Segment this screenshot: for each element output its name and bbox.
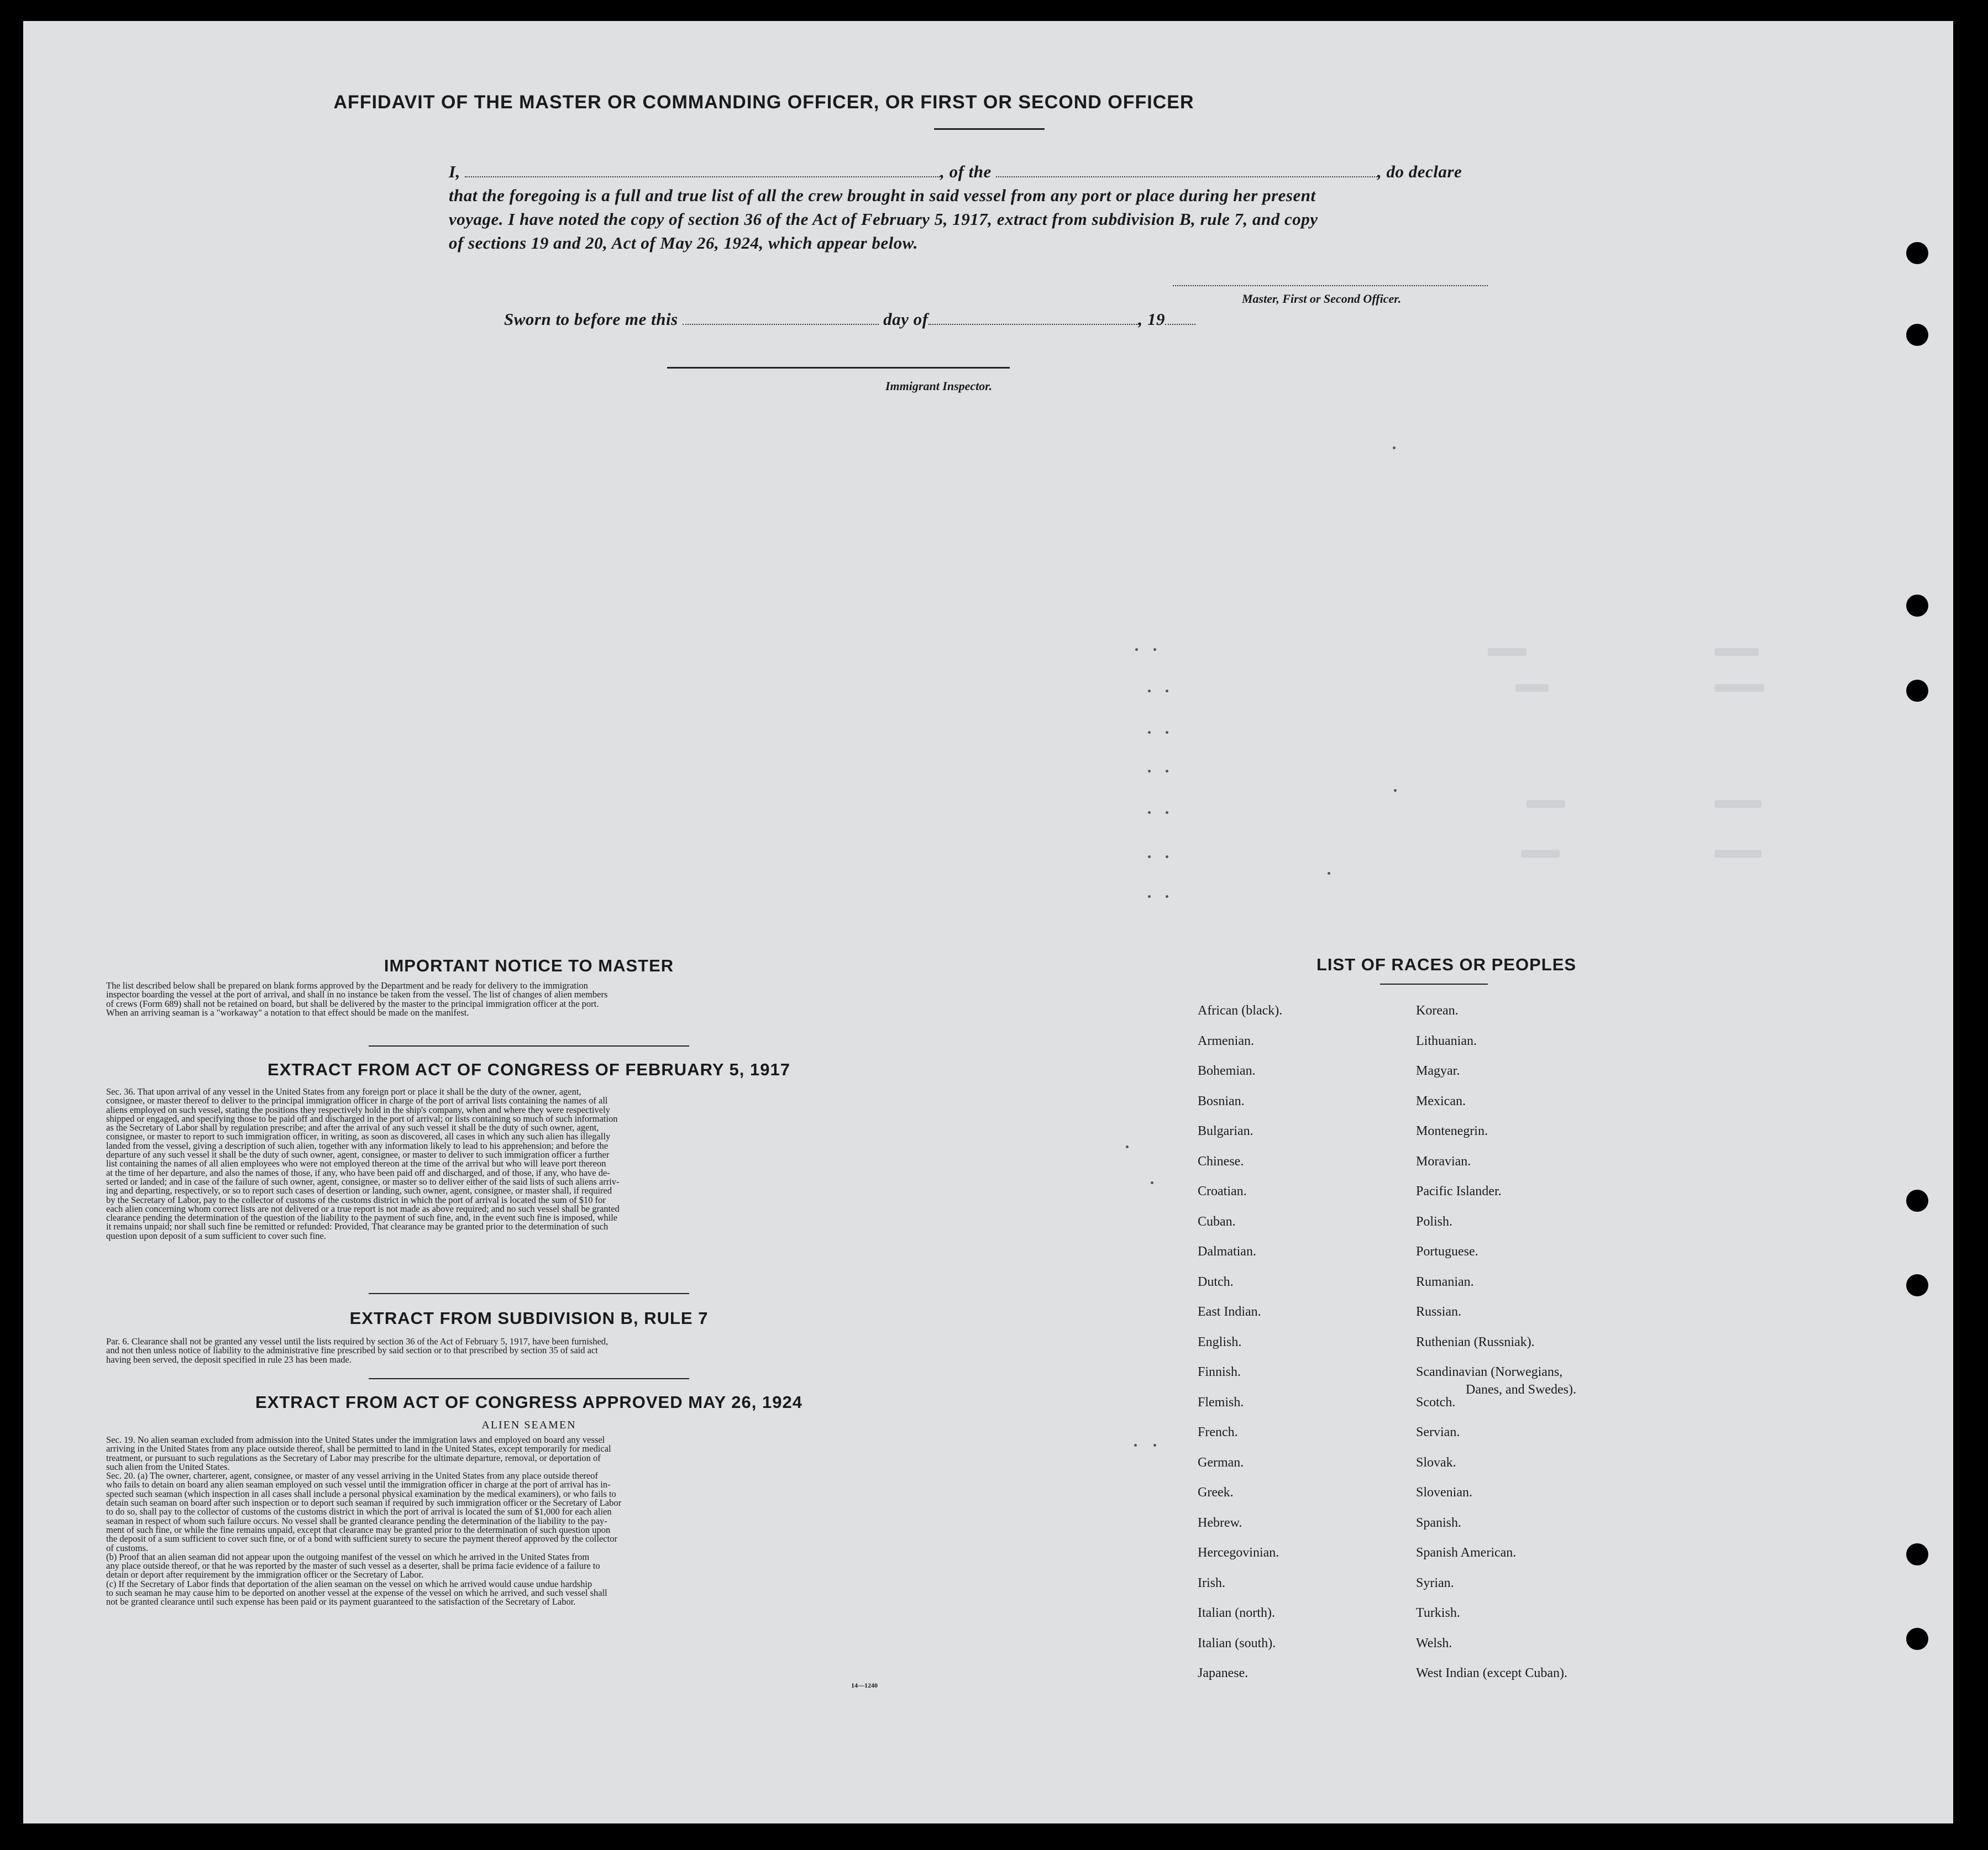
sworn-label: Sworn to before me this — [504, 309, 678, 329]
speck — [1166, 811, 1168, 814]
race-item: African (black). — [1198, 1003, 1283, 1018]
bleed-mark — [1515, 684, 1549, 692]
bleed-mark — [1714, 648, 1759, 656]
affidavit-line-2: that the foregoing is a full and true list of all the crew brought in said vessel from any port or place during her present — [449, 186, 1316, 205]
text-line: of crews (Form 689) shall not be retained on board, but shall be delivered by the master to the principal immigration officer at the port. — [106, 998, 599, 1009]
race-item: Moravian. — [1416, 1154, 1471, 1169]
speck — [1126, 1145, 1129, 1148]
text-line: ing and departing, respectively, or so to report such cases of desertion or landing, such owner, agent, consignee, or master shall, if required — [106, 1185, 612, 1196]
speck — [1148, 770, 1151, 772]
of-the-label: , of the — [940, 162, 992, 181]
document-page — [23, 21, 1953, 1823]
text-line: Sec. 36. That upon arrival of any vessel in the United States from any foreign port or place it shall be the duty of the owner, agent, — [106, 1086, 581, 1097]
race-item: Rumanian. — [1416, 1274, 1474, 1289]
speck — [1166, 690, 1168, 692]
text-line: question upon deposit of a sum sufficient to cover such fine. — [106, 1230, 326, 1241]
bleed-mark — [1527, 800, 1565, 808]
race-item: Polish. — [1416, 1214, 1453, 1229]
extract-1917-body — [106, 1087, 952, 1241]
race-item: Magyar. — [1416, 1064, 1460, 1078]
text-line: to such seaman he may cause him to be deported on another vessel at the expense of the vessel on which he arrived, and such vessel shall — [106, 1588, 607, 1599]
bleed-mark — [1488, 648, 1527, 656]
extract-1924-title: EXTRACT FROM ACT OF CONGRESS APPROVED MAY 26, 1924 — [255, 1392, 802, 1412]
text-line: any place outside thereof, or that he was reported by the master of such vessel as a deserter, shall be prima facie evidence of a failure to — [106, 1560, 600, 1572]
race-item: Flemish. — [1198, 1395, 1244, 1410]
race-item: Montenegrin. — [1416, 1124, 1488, 1138]
text-line: consignee, or master to report to such immigration officer, in writing, as soon as discovered, all cases in which any such alien has illegally — [106, 1131, 611, 1142]
race-item: Portuguese. — [1416, 1244, 1478, 1259]
name-blank — [465, 173, 940, 177]
affidavit-i-label: I, — [449, 162, 460, 181]
race-item: French. — [1198, 1425, 1238, 1439]
race-item: Dalmatian. — [1198, 1244, 1256, 1259]
day-blank — [683, 320, 879, 325]
alien-seamen-subtitle: ALIEN SEAMEN — [481, 1419, 576, 1431]
text-line: spected such seaman (which inspection in all cases shall include a personal physical examination by the medical examiners), or who fails to — [106, 1488, 616, 1499]
text-line: at the time of her departure, and also the names of those, if any, who have been paid off and discharged, and of those, if any, who have de- — [106, 1167, 610, 1178]
text-line: such alien from the United States. — [106, 1461, 230, 1472]
master-signature-line — [1173, 285, 1488, 287]
text-line: not be granted clearance until such expense has been paid or its payment guaranteed to the satisfaction of the Secretary of Labor. — [106, 1596, 576, 1607]
text-line: arriving in the United States from any place outside thereof, shall be permitted to land in the United States, except temporarily for medical — [106, 1443, 611, 1454]
do-declare-label: , do declare — [1377, 162, 1462, 181]
text-line: who fails to detain on board any alien seaman employed on such vessel until the immigration officer in charge at the port of arrival has in- — [106, 1479, 611, 1490]
text-line: consignee, or master thereof to deliver to the principal immigration officer in charge of the port of arrival lists containing the names of all — [106, 1095, 608, 1106]
race-item: Turkish. — [1416, 1606, 1460, 1620]
speck — [1394, 789, 1397, 792]
race-item: Bosnian. — [1198, 1094, 1245, 1108]
race-item: Servian. — [1416, 1425, 1460, 1439]
race-item: Italian (north). — [1198, 1606, 1275, 1620]
section-divider — [369, 1293, 689, 1294]
affidavit-title: AFFIDAVIT OF THE MASTER OR COMMANDING OFFICER, OR FIRST OR SECOND OFFICER — [333, 92, 1194, 113]
master-caption: Master, First or Second Officer. — [1242, 292, 1402, 306]
speck — [1393, 446, 1396, 449]
punch-hole — [1906, 324, 1928, 346]
text-line: When an arriving seaman is a "workaway" a notation to that effect should be made on the manifest. — [106, 1007, 469, 1018]
speck — [1134, 1444, 1137, 1447]
text-line: seaman in respect of whom such failure occurs. No vessel shall be granted clearance pending the determination of the liability to the pay- — [106, 1515, 607, 1526]
race-item: Scotch. — [1416, 1395, 1456, 1410]
affidavit-line-1 — [449, 162, 1462, 182]
text-line: Sec. 19. No alien seaman excluded from admission into the United States under the immigration laws and employed on board any vessel — [106, 1434, 605, 1445]
affidavit-line-3: voyage. I have noted the copy of section 36 of the Act of February 5, 1917, extract from subdivision B, rule 7, and copy — [449, 209, 1318, 229]
month-blank — [929, 320, 1139, 325]
day-of-label: day of — [883, 309, 929, 329]
punch-hole — [1906, 1628, 1928, 1650]
punch-hole — [1906, 595, 1928, 617]
extract-1924-body — [106, 1436, 952, 1607]
race-item: Finnish. — [1198, 1365, 1241, 1379]
affidavit-line-4: of sections 19 and 20, Act of May 26, 1924, which appear below. — [449, 233, 918, 253]
text-line: and not then unless notice of liability to the administrative fine prescribed by said section or to that prescribed by section 35 of said act — [106, 1345, 598, 1356]
punch-hole — [1906, 1274, 1928, 1296]
text-line: shipped or engaged, and specifying those to be paid off and discharged in the port of arrival; or lists containing so much of such information — [106, 1113, 618, 1124]
race-item: Spanish. — [1416, 1515, 1462, 1530]
punch-hole — [1906, 242, 1928, 264]
punch-hole — [1906, 680, 1928, 702]
year-label: , 19 — [1138, 309, 1165, 329]
inspector-caption: Immigrant Inspector. — [885, 379, 993, 393]
race-item: Armenian. — [1198, 1033, 1254, 1048]
race-item: Lithuanian. — [1416, 1033, 1477, 1048]
race-item: Bohemian. — [1198, 1064, 1256, 1078]
race-item: Syrian. — [1416, 1575, 1454, 1590]
race-item: Welsh. — [1416, 1636, 1452, 1651]
extract-1917-title: EXTRACT FROM ACT OF CONGRESS OF FEBRUARY 5, 1917 — [267, 1060, 790, 1079]
speck — [1151, 1181, 1153, 1184]
race-item: Chinese. — [1198, 1154, 1244, 1169]
text-line: having been served, the deposit specified in rule 23 has been made. — [106, 1354, 352, 1365]
speck — [1166, 855, 1168, 858]
text-line: aliens employed on such vessel, stating the positions they respectively hold in the ship's company, when and where they were respectively — [106, 1104, 610, 1115]
text-line: treatment, or pursuant to such regulations as the Secretary of Labor may prescribe for the ultimate departure, removal, or deportation of — [106, 1452, 601, 1463]
bleed-mark — [1714, 850, 1761, 858]
text-line: ment of such fine, or while the fine remains unpaid, except that clearance may be granted prior to the determination of such question upon — [106, 1524, 611, 1535]
speck — [1166, 895, 1168, 898]
text-line: inspector boarding the vessel at the port of arrival, and shall in no instance be taken from the vessel. The list of changes of alien members — [106, 989, 608, 1000]
speck — [1148, 811, 1151, 814]
speck — [1148, 855, 1151, 858]
text-line: clearance pending the determination of the question of the liability to the payment of such fine, and, in the event such fine is imposed, while — [106, 1212, 618, 1223]
rule7-body — [106, 1337, 952, 1364]
text-line: as the Secretary of Labor shall by regulation prescribe; and after the arrival of any such vessel it shall be the duty of such owner, agent, — [106, 1122, 599, 1133]
race-item: Greek. — [1198, 1485, 1234, 1500]
text-line: landed from the vessel, giving a description of such alien, together with any information likely to lead to his apprehension; and before the — [106, 1140, 609, 1151]
race-item: Croatian. — [1198, 1184, 1247, 1199]
races-title: LIST OF RACES OR PEOPLES — [1316, 955, 1577, 974]
race-item: Cuban. — [1198, 1214, 1236, 1229]
race-item: German. — [1198, 1455, 1244, 1470]
title-underline — [934, 128, 1045, 130]
race-item: Scandinavian (Norwegians, — [1416, 1365, 1563, 1379]
race-continuation: Danes, and Swedes). — [1466, 1383, 1576, 1397]
text-line: The list described below shall be prepared on blank forms approved by the Department and be ready for delivery to the immigration — [106, 980, 588, 991]
text-line: each alien concerning whom correct lists are not delivered or a true report is not made as above required; and no such vessel shall be granted — [106, 1203, 620, 1214]
bleed-mark — [1714, 800, 1761, 808]
text-line: it remains unpaid; nor shall such fine be remitted or refunded: Provided, That clearance may be granted prior to the determination of such — [106, 1221, 609, 1232]
race-item: English. — [1198, 1334, 1242, 1349]
race-item: Hercegovinian. — [1198, 1546, 1279, 1560]
speck — [1148, 731, 1151, 734]
speck — [1135, 648, 1138, 651]
notice-body — [106, 981, 952, 1017]
race-item: Hebrew. — [1198, 1515, 1242, 1530]
race-item: Irish. — [1198, 1575, 1225, 1590]
punch-hole — [1906, 1190, 1928, 1212]
bleed-mark — [1521, 850, 1560, 858]
vessel-blank — [996, 173, 1377, 177]
text-line: by the Secretary of Labor, pay to the collector of customs of the customs district in which the port of arrival is located the sum of $10 for — [106, 1194, 606, 1205]
punch-hole — [1906, 1543, 1928, 1565]
rule7-title: EXTRACT FROM SUBDIVISION B, RULE 7 — [349, 1308, 709, 1328]
race-item: Dutch. — [1198, 1274, 1234, 1289]
race-item: West Indian (except Cuban). — [1416, 1666, 1567, 1680]
text-line: the deposit of a sum sufficient to cover such fine, or of a bond with sufficient surety to secure the payment thereof approved by the collector — [106, 1533, 617, 1544]
race-item: East Indian. — [1198, 1305, 1261, 1319]
notice-title: IMPORTANT NOTICE TO MASTER — [384, 956, 674, 975]
year-blank — [1165, 320, 1195, 325]
race-item: Italian (south). — [1198, 1636, 1276, 1651]
race-item: Pacific Islander. — [1416, 1184, 1502, 1199]
speck — [1166, 770, 1168, 772]
inspector-signature-line — [667, 367, 1010, 369]
race-item: Slovak. — [1416, 1455, 1456, 1470]
section-divider — [369, 1378, 689, 1379]
speck — [1166, 731, 1168, 734]
speck — [1153, 1444, 1156, 1447]
race-item: Japanese. — [1198, 1666, 1249, 1680]
speck — [1148, 895, 1151, 898]
text-line: detain or deport after requirement by the immigration officer or the Secretary of Labor. — [106, 1569, 424, 1580]
race-item: Mexican. — [1416, 1094, 1466, 1108]
text-line: of customs. — [106, 1542, 149, 1553]
text-line: (c) If the Secretary of Labor finds that deportation of the alien seaman on the vessel on which he arrived would cause undue hardship — [106, 1578, 592, 1589]
text-line: Par. 6. Clearance shall not be granted any vessel until the lists required by section 36 of the Act of February 5, 1917, have been furnished, — [106, 1336, 609, 1347]
race-item: Bulgarian. — [1198, 1124, 1253, 1138]
text-line: serted or landed; and in case of the failure of such owner, agent, consignee, or master so to deliver either of the said lists of such aliens arriv- — [106, 1176, 620, 1187]
form-number: 14—1240 — [851, 1681, 878, 1689]
race-item: Slovenian. — [1416, 1485, 1472, 1500]
race-item: Spanish American. — [1416, 1546, 1517, 1560]
sworn-line — [504, 309, 1195, 329]
text-line: list containing the names of all alien employees who were not employed thereon at the time of the arrival but who will leave port thereon — [106, 1158, 606, 1169]
text-line: Sec. 20. (a) The owner, charterer, agent, consignee, or master of any vessel arriving in the United States from any place outside thereof — [106, 1470, 598, 1481]
races-underline — [1380, 984, 1488, 985]
race-item: Russian. — [1416, 1305, 1462, 1319]
race-item: Korean. — [1416, 1003, 1459, 1018]
bleed-mark — [1714, 684, 1764, 692]
text-line: to do so, shall pay to the collector of customs of the customs district in which the port of arrival is located the sum of $1,000 for each alien — [106, 1506, 612, 1517]
speck — [1153, 648, 1156, 651]
text-line: (b) Proof that an alien seaman did not appear upon the outgoing manifest of the vessel on which he arrived in the United States from — [106, 1551, 590, 1562]
section-divider — [369, 1045, 689, 1047]
speck — [1328, 872, 1330, 875]
race-item: Ruthenian (Russniak). — [1416, 1334, 1535, 1349]
text-line: detain such seaman on board after such inspection or to deport such seaman if required by such immigration officer or the Secretary of Labor — [106, 1497, 622, 1509]
text-line: departure of any such vessel it shall be the duty of such owner, agent, consignee, or master to deliver to such immigration officer a further — [106, 1149, 610, 1160]
speck — [1148, 690, 1151, 692]
